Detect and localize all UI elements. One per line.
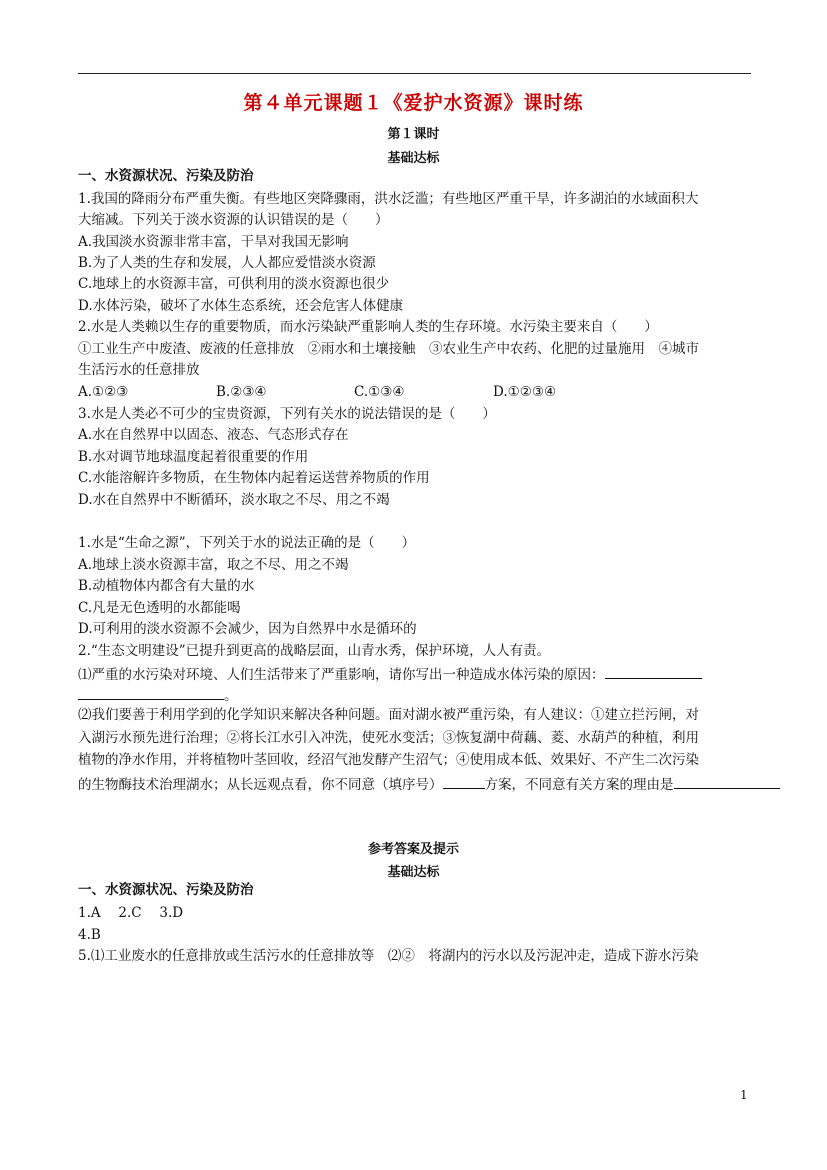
q4-stem: 1.水是“生命之源”，下列关于水的说法正确的是（ ） — [78, 535, 416, 551]
lesson-label: 第１课时 — [387, 127, 440, 142]
q2-option-c: C.①③④ — [354, 384, 405, 400]
answer-row-3: 5.⑴工业废水的任意排放或生活污水的任意排放等 ⑵② 将湖内的污水以及污泥冲走，造成下游水污染 — [78, 948, 699, 964]
q2-option-d: D.①②③④ — [493, 384, 557, 400]
answers-heading: 参考答案及提示 — [367, 842, 459, 857]
q5-part1-line2 — [78, 686, 238, 704]
q1-stem-line1: 1.我国的降雨分布严重失衡。有些地区突降骤雨，洪水泛滥；有些地区严重干旱，许多湖泊的水域面积大 — [78, 191, 699, 207]
q5-stem: 2.“生态文明建设”已提升到更高的战略层面，山青水秀，保护环境，人人有责。 — [78, 643, 551, 659]
section-heading: 一、水资源状况、污染及防治 — [78, 168, 254, 184]
answers-level: 基础达标 — [387, 865, 440, 880]
answer-row-2: 4.B — [78, 927, 101, 943]
q2-option-b: B.②③④ — [216, 384, 267, 400]
q1-stem-line2: 大缩减。下列关于淡水资源的认识错误的是（ ） — [78, 212, 389, 228]
q1-option-d: D.水体污染，破坏了水体生态系统，还会危害人体健康 — [78, 298, 404, 314]
q4-option-a: A.地球上淡水资源丰富，取之不尽、用之不竭 — [78, 557, 349, 573]
answer-blank[interactable] — [443, 775, 485, 789]
q3-stem: 3.水是人类必不可少的宝贵资源，下列有关水的说法错误的是（ ） — [78, 406, 496, 422]
q4-option-c: C.凡是无色透明的水都能喝 — [78, 600, 241, 616]
answer-row-1: 1.A 2.C 3.D — [78, 905, 184, 921]
answers-section-heading: 一、水资源状况、污染及防治 — [78, 882, 254, 898]
q5-part2-text-b: 方案，不同意有关方案的理由是 — [484, 777, 674, 793]
q3-option-a: A.水在自然界中以固态、液态、气态形式存在 — [78, 427, 349, 443]
q5-part2-line3: 植物的净水作用，并将植物叶茎回收，经沼气池发酵产生沼气；④使用成本低、效果好、不产生二次污染 — [78, 752, 699, 768]
q5-part2-text-a: 的生物酶技术治理湖水；从长远观点看，你不同意（填序号） — [78, 777, 443, 793]
q3-option-d: D.水在自然界中不断循环，淡水取之不尽、用之不竭 — [78, 492, 390, 508]
q2-items-line1: ①工业生产中废渣、废液的任意排放 ②雨水和土壤接触 ③农业生产中农药、化肥的过量施用 ④城市 — [78, 341, 699, 357]
q1-option-a: A.我国淡水资源非常丰富，干旱对我国无影响 — [78, 234, 349, 250]
q2-option-a: A.①②③ — [78, 384, 129, 400]
page-title: 第４单元课题１《爱护水资源》课时练 — [243, 92, 584, 114]
q5-part1-text: ⑴严重的水污染对环境、人们生活带来了严重影响，请你写出一种造成水体污染的原因： — [78, 667, 605, 683]
top-rule — [78, 73, 751, 74]
answer-blank[interactable] — [605, 665, 702, 679]
q3-option-b: B.水对调节地球温度起着很重要的作用 — [78, 449, 309, 465]
q5-part2-line1: ⑵我们要善于利用学到的化学知识来解决各种问题。面对湖水被严重污染，有人建议：①建立拦污闸，对 — [78, 707, 699, 723]
level-label: 基础达标 — [387, 151, 440, 166]
q1-option-c: C.地球上的水资源丰富，可供利用的淡水资源也很少 — [78, 276, 390, 292]
q3-option-c: C.水能溶解许多物质，在生物体内起着运送营养物质的作用 — [78, 470, 430, 486]
q1-option-b: B.为了人类的生存和发展，人人都应爱惜淡水资源 — [78, 255, 376, 271]
q5-part2-line4 — [78, 775, 780, 793]
q5-part1-end: 。 — [224, 688, 238, 704]
q4-option-d: D.可利用的淡水资源不会减少，因为自然界中水是循环的 — [78, 621, 417, 637]
q5-part2-line2: 入湖污水预先进行治理；②将长江水引入冲洗，使死水变活；③恢复湖中荷藕、菱、水葫芦的种植，利用 — [78, 730, 699, 746]
page-number: 1 — [740, 1088, 748, 1102]
q2-stem: 2.水是人类赖以生存的重要物质，而水污染缺严重影响人类的生存环境。水污染主要来自（ ） — [78, 319, 658, 335]
q5-part1-line1 — [78, 665, 702, 683]
q4-option-b: B.动植物体内都含有大量的水 — [78, 578, 255, 594]
q2-items-line2: 生活污水的任意排放 — [78, 362, 200, 378]
answer-blank[interactable] — [674, 775, 780, 789]
answer-blank[interactable] — [78, 686, 224, 700]
